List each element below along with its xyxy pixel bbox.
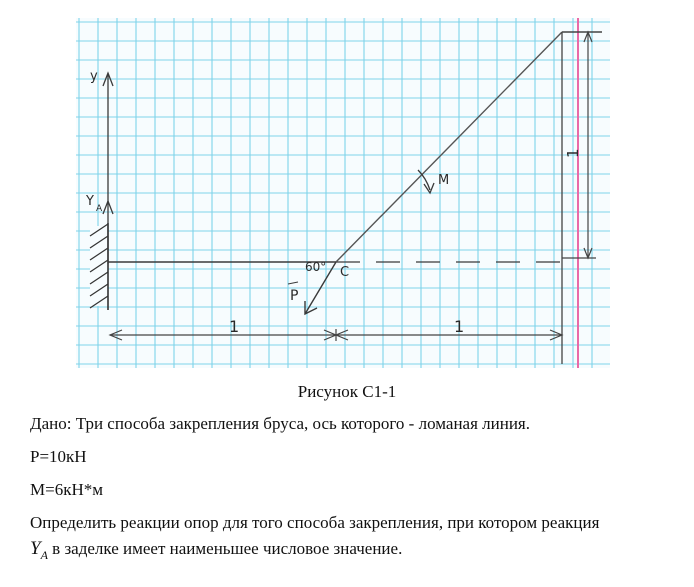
force-p-label: P (290, 288, 299, 304)
m-value-text: M=6кН*м (30, 480, 103, 499)
left-length-label: 1 (229, 317, 240, 336)
ya-label: Y (86, 194, 94, 209)
task-text-line-1: Определить реакции опор для того способа закрепления, при котором реакция (30, 513, 600, 532)
figure-caption: Рисунок С1-1 (297, 382, 397, 401)
fixed-support (90, 223, 108, 310)
given-text: Дано: Три способа закрепления бруса, ось которого - ломаная линия. (30, 414, 530, 433)
vertical-length-label: 1 (564, 148, 582, 158)
moment-m-label: M (438, 173, 450, 188)
point-c-label: C (340, 265, 350, 280)
p-value-text: P=10кН (30, 447, 87, 466)
ya-symbol: $Y_A$ (30, 538, 48, 562)
y-axis-label: y (90, 69, 98, 84)
task-text-rest: в заделке имеет наименьшее числовое значение. (47, 539, 403, 558)
ya-label-sub: A (96, 204, 103, 214)
right-length-label: 1 (454, 317, 465, 336)
beam-figure (76, 18, 610, 368)
task-text-line-2 (30, 538, 402, 563)
angle-label: 60° (305, 260, 327, 274)
